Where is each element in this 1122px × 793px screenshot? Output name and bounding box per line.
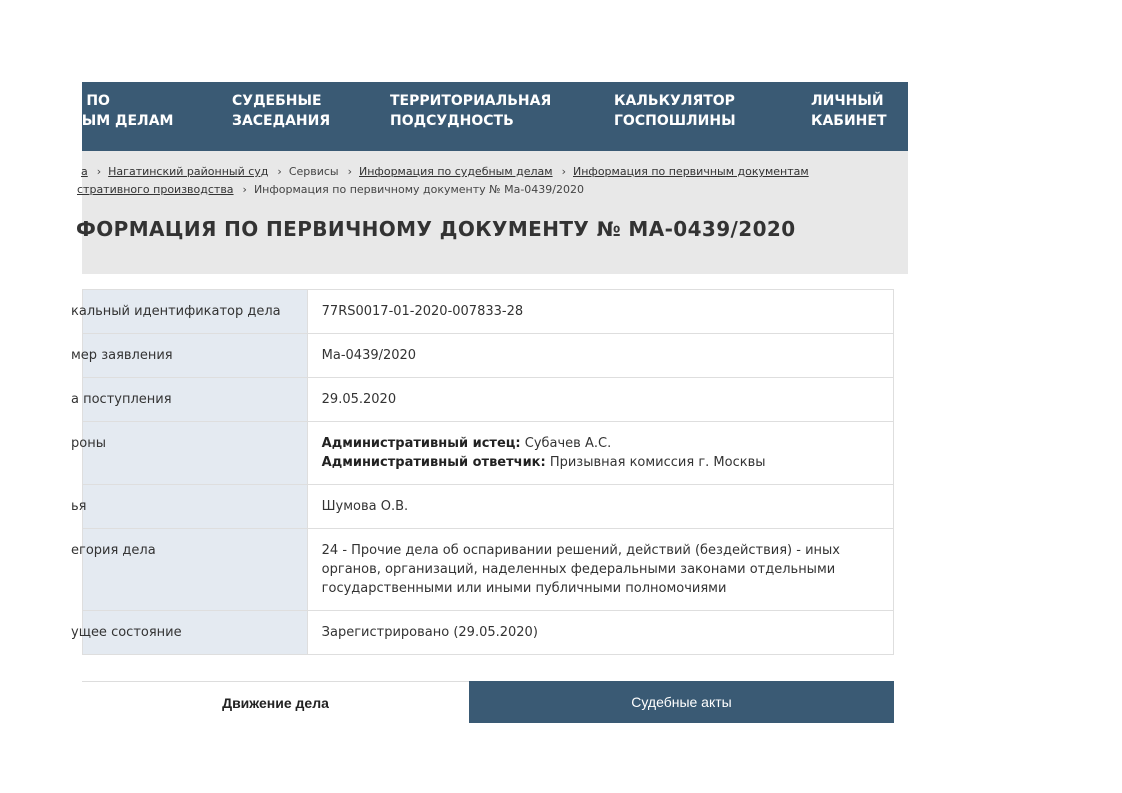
- nav-item-court-sessions[interactable]: СУДЕБНЫЕ ЗАСЕДАНИЯ: [232, 93, 331, 129]
- row-label: мер заявления: [83, 334, 308, 378]
- row-value-status: Зарегистрировано (29.05.2020): [307, 611, 893, 655]
- row-label: роны: [83, 422, 308, 485]
- breadcrumb-services: Сервисы: [288, 165, 339, 178]
- page-viewport: [70, 82, 908, 742]
- party-plaintiff: Административный истец: Субачев А.С.: [321, 436, 612, 451]
- tab-court-acts[interactable]: Судебные акты: [469, 681, 894, 723]
- breadcrumb-link-home[interactable]: а: [81, 165, 88, 178]
- row-value-parties: [307, 422, 893, 485]
- row-label: егория дела: [83, 529, 308, 611]
- table-row: [83, 334, 894, 378]
- row-label: ущее состояние: [83, 611, 308, 655]
- chevron-right-icon: ›: [561, 165, 566, 178]
- tab-case-movement[interactable]: Движение дела: [82, 682, 469, 723]
- row-value-application-number: Ма-0439/2020: [307, 334, 893, 378]
- row-label: ья: [83, 485, 308, 529]
- breadcrumb-link-court[interactable]: Нагатинский районный суд: [108, 165, 269, 178]
- breadcrumb-link-primary-docs[interactable]: Информация по первичным документам: [573, 165, 809, 178]
- nav-item-fee-calculator[interactable]: КАЛЬКУЛЯТОР ГОСПОШЛИНЫ: [614, 93, 736, 129]
- table-row: [83, 485, 894, 529]
- chevron-right-icon: ›: [96, 165, 102, 178]
- row-label: кальный идентификатор дела: [83, 290, 308, 334]
- chevron-right-icon: ›: [277, 165, 282, 178]
- table-row: [83, 290, 894, 334]
- table-row: [83, 422, 894, 485]
- nav-item-jurisdiction[interactable]: ТЕРРИТОРИАЛЬНАЯ ПОДСУДНОСТЬ: [390, 93, 552, 129]
- chevron-right-icon: ›: [347, 165, 353, 178]
- breadcrumb-link-court-cases[interactable]: Информация по судебным делам: [359, 165, 553, 178]
- page-title: ФОРМАЦИЯ ПО ПЕРВИЧНОМУ ДОКУМЕНТУ № МА-0439/2020: [76, 217, 796, 241]
- nav-item-personal-account[interactable]: ЛИЧНЫЙ КАБИНЕТ: [811, 93, 887, 129]
- case-info-table: [71, 289, 894, 655]
- row-value-received-date: 29.05.2020: [307, 378, 893, 422]
- row-value-category: 24 - Прочие дела об оспаривании решений, действий (бездействия) - иных органов, организаций, наделенных федеральными законами отдельными государственными или иными публичными полномочиями: [307, 529, 893, 611]
- row-label: а поступления: [83, 378, 308, 422]
- breadcrumb-current: Информация по первичному документу № Ма-0439/2020: [253, 183, 584, 196]
- nav-item-court-cases[interactable]: К ПО НЫМ ДЕЛАМ: [70, 93, 174, 129]
- row-value-case-id: 77RS0017-01-2020-007833-28: [307, 290, 893, 334]
- row-value-judge: Шумова О.В.: [307, 485, 893, 529]
- page-header: [76, 151, 908, 274]
- top-navigation: [70, 82, 908, 151]
- breadcrumb-link-primary-docs-cont[interactable]: стративного производства: [77, 183, 234, 196]
- chevron-right-icon: ›: [242, 183, 247, 196]
- table-row: [83, 378, 894, 422]
- table-row: [83, 529, 894, 611]
- party-defendant: Административный ответчик: Призывная комиссия г. Москвы: [321, 455, 766, 470]
- case-tabs: [82, 681, 894, 723]
- table-row: [83, 611, 894, 655]
